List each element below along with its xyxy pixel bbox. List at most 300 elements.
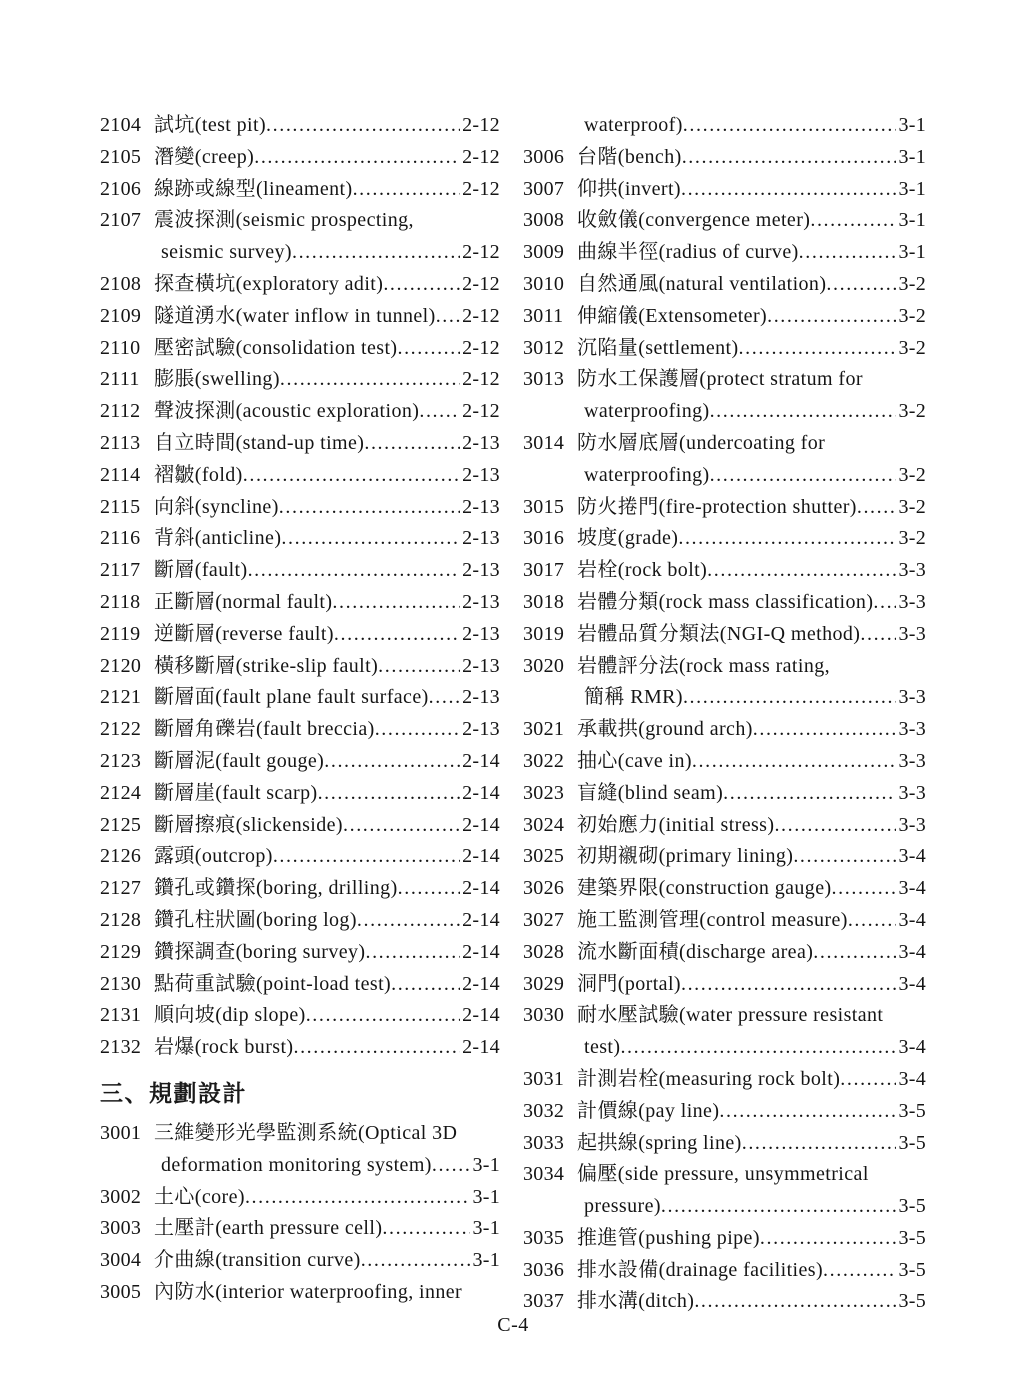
- page-ref: 2-13: [462, 495, 500, 518]
- entry-number: 2111: [100, 368, 140, 391]
- entry-term: 膨脹(swelling): [154, 368, 280, 391]
- toc-entry-line: [100, 841, 500, 873]
- page-ref: 2-13: [462, 559, 500, 582]
- page-ref: 2-12: [462, 114, 500, 136]
- entry-term: 計測岩栓(measuring rock bolt): [577, 1067, 841, 1090]
- page-ref: 2-13: [462, 527, 500, 550]
- entry-term: 線跡或線型(lineament): [154, 177, 353, 200]
- entry-number: 2117: [100, 559, 141, 582]
- entry-number: 3036: [523, 1258, 565, 1281]
- entry-number: 3029: [523, 972, 565, 995]
- page-ref: 3-4: [898, 940, 926, 963]
- toc-entry-line: [100, 714, 500, 746]
- entry-number: 3009: [523, 241, 565, 264]
- page-ref: 3-2: [898, 527, 926, 550]
- toc-entry-line: [523, 1064, 926, 1096]
- entry-number: 3023: [523, 781, 565, 804]
- page-ref: 3-5: [898, 1258, 926, 1281]
- dot-leader: [419, 396, 460, 428]
- toc-entry-line: [100, 523, 500, 555]
- entry-term: 土壓計(earth pressure cell): [154, 1217, 383, 1240]
- entry-term: 曲線半徑(radius of curve): [577, 241, 799, 264]
- dot-leader: [397, 333, 460, 365]
- page-ref: 2-13: [462, 686, 500, 709]
- toc-entry-line: [523, 555, 926, 587]
- entry-term: 盲縫(blind seam): [577, 781, 724, 804]
- entry-number: 3020: [523, 654, 565, 677]
- dot-leader: [361, 1245, 471, 1277]
- page-ref: 2-14: [462, 813, 500, 836]
- toc-entry-line: [523, 333, 926, 365]
- dot-leader: [429, 682, 460, 714]
- entry-term: 坡度(grade): [577, 527, 679, 550]
- page-ref: 2-13: [462, 590, 500, 613]
- entry-number: 2114: [100, 463, 141, 486]
- entry-number: 2123: [100, 749, 142, 772]
- entry-number: 3008: [523, 209, 565, 232]
- page-ref: 3-3: [898, 559, 926, 582]
- dot-leader: [826, 269, 896, 301]
- dot-leader: [332, 587, 460, 619]
- toc-entry-line: [100, 1118, 500, 1150]
- dot-leader: [683, 682, 897, 714]
- toc-entry-line: [523, 523, 926, 555]
- dot-leader: [365, 937, 460, 969]
- dot-leader: [857, 492, 897, 524]
- page-ref: 3-5: [898, 1131, 926, 1154]
- toc-entry-line: [100, 1277, 500, 1309]
- entry-term: waterproof): [584, 114, 683, 136]
- toc-entry-line: [523, 1128, 926, 1160]
- entry-term: 排水溝(ditch): [577, 1290, 695, 1313]
- dot-leader: [353, 174, 461, 206]
- toc-entry-line: [523, 937, 926, 969]
- entry-number: 2128: [100, 908, 142, 931]
- toc-entry-line: [523, 778, 926, 810]
- entry-number: 3013: [523, 368, 565, 391]
- entry-term: 岩體評分法(rock mass rating,: [577, 654, 831, 677]
- toc-entry-line: [523, 460, 926, 492]
- dot-leader: [436, 301, 460, 333]
- page-ref: 2-12: [462, 241, 500, 264]
- page-ref: 3-4: [898, 908, 926, 931]
- dot-leader: [813, 937, 896, 969]
- entry-number: 3025: [523, 845, 565, 868]
- entry-number: 3011: [523, 304, 564, 327]
- entry-term: 排水設備(drainage facilities): [577, 1258, 824, 1281]
- toc-entry-line: [523, 587, 926, 619]
- toc-entry-line: [100, 1150, 500, 1182]
- entry-term: 承載拱(ground arch): [577, 718, 753, 741]
- entry-number: 3005: [100, 1280, 142, 1303]
- entry-number: 2121: [100, 686, 142, 709]
- entry-number: 2130: [100, 972, 142, 995]
- entry-number: 2106: [100, 177, 142, 200]
- toc-entry-line: [523, 1000, 926, 1032]
- page-ref: 3-2: [898, 463, 926, 486]
- page-ref: 2-13: [462, 431, 500, 454]
- entry-number: 3030: [523, 1004, 565, 1027]
- entry-term: 自然通風(natural ventilation): [577, 272, 827, 295]
- page-ref: 2-13: [462, 622, 500, 645]
- entry-term: 斷層角礫岩(fault breccia): [154, 718, 375, 741]
- entry-term: 試坑(test pit): [154, 114, 267, 136]
- entry-term: 起拱線(spring line): [577, 1131, 742, 1154]
- entry-term: 防水工保護層(protect stratum for: [577, 368, 863, 391]
- entry-number: 2120: [100, 654, 142, 677]
- entry-number: 3024: [523, 813, 565, 836]
- dot-leader: [279, 492, 460, 524]
- toc-entry-line: [523, 142, 926, 174]
- page-ref: 3-2: [898, 495, 926, 518]
- entry-number: 3002: [100, 1185, 142, 1208]
- entry-term: 防水層底層(undercoating for: [577, 431, 826, 454]
- toc-entry-line: [523, 969, 926, 1001]
- page-ref: 2-14: [462, 877, 500, 900]
- entry-number: 3028: [523, 940, 565, 963]
- toc-entry-line: [100, 269, 500, 301]
- entry-number: 3026: [523, 877, 565, 900]
- dot-leader: [848, 905, 897, 937]
- toc-entry-line: [523, 841, 926, 873]
- page-ref: 2-12: [462, 177, 500, 200]
- dot-leader: [266, 110, 460, 142]
- toc-entry-line: [523, 905, 926, 937]
- toc-entry-line: [523, 1223, 926, 1255]
- toc-entry-line: [523, 1032, 926, 1064]
- page-ref: 3-1: [898, 145, 926, 168]
- dot-leader: [343, 810, 460, 842]
- dot-leader: [382, 1213, 470, 1245]
- toc-entry-line: [100, 587, 500, 619]
- entry-term: 斷層泥(fault gouge): [154, 749, 325, 772]
- entry-number: 2132: [100, 1036, 142, 1059]
- entry-number: 3034: [523, 1163, 565, 1186]
- page-ref: 2-12: [462, 336, 500, 359]
- page-ref: 2-13: [462, 463, 500, 486]
- dot-leader: [860, 619, 896, 651]
- toc-column-left: [100, 110, 500, 1318]
- dot-leader: [391, 969, 460, 1001]
- dot-leader: [432, 1150, 471, 1182]
- toc-entry-line: [523, 428, 926, 460]
- toc-entry-line: [100, 174, 500, 206]
- page-ref: 2-13: [462, 718, 500, 741]
- toc-entry-line: [100, 333, 500, 365]
- page-ref: 3-5: [898, 1195, 926, 1218]
- page-ref: 3-3: [898, 718, 926, 741]
- entry-number: 2124: [100, 781, 142, 804]
- page-number-footer: C-4: [497, 1314, 529, 1336]
- page-ref: 3-1: [472, 1249, 500, 1272]
- entry-number: 2108: [100, 272, 142, 295]
- dot-leader: [799, 237, 897, 269]
- entry-term: 岩體分類(rock mass classification): [577, 590, 874, 613]
- dot-leader: [753, 714, 897, 746]
- toc-entry-line: [523, 1191, 926, 1223]
- dot-leader: [661, 1191, 897, 1223]
- entry-number: 3017: [523, 559, 565, 582]
- dot-leader: [873, 587, 896, 619]
- page-ref: 3-3: [898, 749, 926, 772]
- entry-number: 2105: [100, 145, 142, 168]
- page-ref: 2-13: [462, 654, 500, 677]
- toc-entry-line: [523, 205, 926, 237]
- dot-leader: [774, 810, 896, 842]
- dot-leader: [682, 142, 897, 174]
- toc-entry-line: [100, 905, 500, 937]
- entry-number: 2122: [100, 718, 142, 741]
- entry-term: 初始應力(initial stress): [577, 813, 775, 836]
- page-ref: 3-2: [898, 304, 926, 327]
- toc-entry-line: [100, 1245, 500, 1277]
- dot-leader: [378, 651, 460, 683]
- entry-term: 抽心(cave in): [577, 749, 692, 772]
- dot-leader: [243, 460, 460, 492]
- entry-number: 2118: [100, 590, 141, 613]
- dot-leader: [723, 778, 896, 810]
- toc-entry-line: [523, 714, 926, 746]
- entry-number: 3003: [100, 1217, 142, 1240]
- entry-number: 2109: [100, 304, 142, 327]
- toc-entry-line: [100, 428, 500, 460]
- page-ref: 2-14: [462, 1036, 500, 1059]
- entry-term: 震波探測(seismic prospecting,: [154, 209, 414, 232]
- entry-number: 2115: [100, 495, 141, 518]
- entry-term: 正斷層(normal fault): [154, 590, 333, 613]
- entry-term: deformation monitoring system): [161, 1153, 432, 1176]
- dot-leader: [245, 1182, 471, 1214]
- toc-entry-line: [523, 619, 926, 651]
- dot-leader: [681, 969, 896, 1001]
- dot-leader: [840, 1064, 896, 1096]
- entry-number: 2112: [100, 400, 141, 423]
- entry-term: 三維變形光學監測系統(Optical 3D: [154, 1121, 458, 1144]
- toc-entry-line: [523, 364, 926, 396]
- entry-number: 3022: [523, 749, 565, 772]
- entry-term: 聲波探測(acoustic exploration): [154, 400, 420, 423]
- entry-number: 2104: [100, 114, 142, 136]
- page-ref: 2-12: [462, 272, 500, 295]
- entry-number: 3018: [523, 590, 565, 613]
- page-ref: 2-14: [462, 908, 500, 931]
- entry-term: seismic survey): [161, 241, 292, 264]
- toc-entry-line: [100, 778, 500, 810]
- entry-term: 岩體品質分類法(NGI-Q method): [577, 622, 861, 645]
- dot-leader: [306, 1000, 460, 1032]
- toc-entry-line: [523, 746, 926, 778]
- page-ref: 3-3: [898, 781, 926, 804]
- entry-term: test): [584, 1036, 621, 1059]
- entry-term: 洞門(portal): [577, 972, 681, 995]
- dot-leader: [683, 110, 897, 142]
- page-ref: 3-1: [472, 1185, 500, 1208]
- toc-entry-line: [100, 301, 500, 333]
- entry-term: 收斂儀(convergence meter): [577, 209, 811, 232]
- page-ref: 2-12: [462, 368, 500, 391]
- entry-term: 流水斷面積(discharge area): [577, 940, 814, 963]
- section-heading: 三、規劃設計: [100, 1079, 247, 1106]
- toc-entry-line: [523, 873, 926, 905]
- dot-leader: [318, 778, 461, 810]
- dot-leader: [719, 1096, 896, 1128]
- entry-term: 建築界限(construction gauge): [577, 877, 832, 900]
- toc-entry-line: [523, 1255, 926, 1287]
- dot-leader: [334, 619, 460, 651]
- toc-entry-line: [100, 1032, 500, 1064]
- entry-term: 台階(bench): [577, 145, 682, 168]
- page-ref: 2-14: [462, 972, 500, 995]
- entry-number: 3007: [523, 177, 565, 200]
- toc-entry-line: [523, 237, 926, 269]
- dot-leader: [293, 1032, 460, 1064]
- entry-term: 露頭(outcrop): [154, 845, 273, 868]
- page-ref: 2-14: [462, 940, 500, 963]
- dot-leader: [707, 555, 896, 587]
- page-ref: 2-12: [462, 145, 500, 168]
- dot-leader: [273, 841, 460, 873]
- dot-leader: [324, 746, 460, 778]
- entry-term: 計價線(pay line): [577, 1099, 720, 1122]
- page-ref: 3-1: [898, 177, 926, 200]
- entry-number: 2113: [100, 431, 141, 454]
- entry-number: 2116: [100, 527, 141, 550]
- dot-leader: [383, 269, 460, 301]
- dot-leader: [398, 873, 461, 905]
- entry-term: 探查橫坑(exploratory adit): [154, 272, 384, 295]
- entry-term: 鑽孔或鑽探(boring, drilling): [154, 877, 398, 900]
- entry-number: 2125: [100, 813, 142, 836]
- dot-leader: [681, 174, 896, 206]
- toc-entry-line: [100, 969, 500, 1001]
- dot-leader: [742, 1128, 897, 1160]
- page-ref: 2-14: [462, 749, 500, 772]
- entry-term: 斷層面(fault plane fault surface): [154, 686, 429, 709]
- entry-number: 3001: [100, 1121, 142, 1144]
- entry-number: 2129: [100, 940, 142, 963]
- entry-number: 3027: [523, 908, 565, 931]
- entry-term: 自立時間(stand-up time): [154, 431, 365, 454]
- page-ref: 3-2: [898, 336, 926, 359]
- entry-number: 3033: [523, 1131, 565, 1154]
- entry-term: 初期襯砌(primary lining): [577, 845, 794, 868]
- toc-entry-line: [523, 174, 926, 206]
- entry-number: 3032: [523, 1099, 565, 1122]
- entry-term: 斷層崖(fault scarp): [154, 781, 318, 804]
- dot-leader: [678, 523, 896, 555]
- page-ref: 2-14: [462, 845, 500, 868]
- entry-term: 內防水(interior waterproofing, inner: [154, 1280, 463, 1303]
- toc-entry-line: [100, 205, 500, 237]
- entry-number: 3037: [523, 1290, 565, 1313]
- dot-leader: [692, 746, 897, 778]
- dot-leader: [739, 333, 897, 365]
- entry-number: 3012: [523, 336, 565, 359]
- page-ref: 3-2: [898, 272, 926, 295]
- page-ref: 3-3: [898, 686, 926, 709]
- page-ref: 2-14: [462, 1004, 500, 1027]
- dot-leader: [375, 714, 460, 746]
- page-ref: 3-3: [898, 813, 926, 836]
- dot-leader: [710, 460, 897, 492]
- page-ref: 3-5: [898, 1226, 926, 1249]
- entry-term: 背斜(anticline): [154, 527, 282, 550]
- toc-entry-line: [523, 110, 926, 142]
- toc-entry-line: [523, 269, 926, 301]
- entry-term: 沉陷量(settlement): [577, 336, 739, 359]
- entry-number: 3006: [523, 145, 565, 168]
- entry-term: 壓密試驗(consolidation test): [154, 336, 398, 359]
- toc-entry-line: [523, 810, 926, 842]
- dot-leader: [292, 237, 460, 269]
- toc-columns: [100, 110, 926, 1318]
- toc-entry-line: [100, 492, 500, 524]
- entry-term: 斷層擦痕(slickenside): [154, 813, 343, 836]
- entry-term: 逆斷層(reverse fault): [154, 622, 334, 645]
- toc-entry-line: [100, 555, 500, 587]
- entry-term: waterproofing): [584, 400, 710, 423]
- dot-leader: [810, 205, 896, 237]
- toc-entry-line: [100, 619, 500, 651]
- toc-entry-line: [100, 1000, 500, 1032]
- dot-leader: [357, 905, 460, 937]
- page-ref: 2-12: [462, 304, 500, 327]
- page-ref: 2-12: [462, 400, 500, 423]
- entry-number: 2131: [100, 1004, 142, 1027]
- toc-entry-line: [100, 682, 500, 714]
- toc-column-right: [523, 110, 926, 1318]
- dot-leader: [832, 873, 897, 905]
- entry-number: 2126: [100, 845, 142, 868]
- entry-term: 岩栓(rock bolt): [577, 559, 708, 582]
- dot-leader: [281, 523, 460, 555]
- entry-number: 3021: [523, 718, 565, 741]
- entry-term: 潛變(creep): [154, 145, 255, 168]
- toc-entry-line: [100, 746, 500, 778]
- entry-number: 3019: [523, 622, 565, 645]
- entry-number: 3014: [523, 431, 565, 454]
- entry-term: 伸縮儀(Extensometer): [577, 304, 768, 327]
- entry-term: 推進管(pushing pipe): [577, 1226, 760, 1249]
- page-ref: 3-1: [898, 241, 926, 264]
- entry-number: 3010: [523, 272, 565, 295]
- toc-entry-line: [523, 301, 926, 333]
- toc-entry-line: [523, 1096, 926, 1128]
- page-ref: 3-1: [898, 209, 926, 232]
- entry-term: 偏壓(side pressure, unsymmetrical: [577, 1163, 869, 1186]
- dot-leader: [254, 142, 460, 174]
- toc-entry-line: [523, 1159, 926, 1191]
- page-ref: 3-1: [472, 1153, 500, 1176]
- page-ref: 3-5: [898, 1290, 926, 1313]
- entry-term: 褶皺(fold): [154, 463, 243, 486]
- toc-entry-line: [100, 810, 500, 842]
- entry-number: 3031: [523, 1067, 565, 1090]
- page-ref: 3-4: [898, 1036, 926, 1059]
- entry-number: 2107: [100, 209, 142, 232]
- toc-entry-line: [523, 682, 926, 714]
- page-ref: 3-4: [898, 845, 926, 868]
- dot-leader: [823, 1255, 896, 1287]
- entry-term: 鑽孔柱狀圖(boring log): [154, 908, 357, 931]
- toc-entry-line: [100, 937, 500, 969]
- entry-term: waterproofing): [584, 463, 710, 486]
- page-ref: 3-4: [898, 972, 926, 995]
- entry-term: 點荷重試驗(point-load test): [154, 972, 392, 995]
- page-ref: 3-4: [898, 877, 926, 900]
- dot-leader: [620, 1032, 896, 1064]
- dot-leader: [364, 428, 460, 460]
